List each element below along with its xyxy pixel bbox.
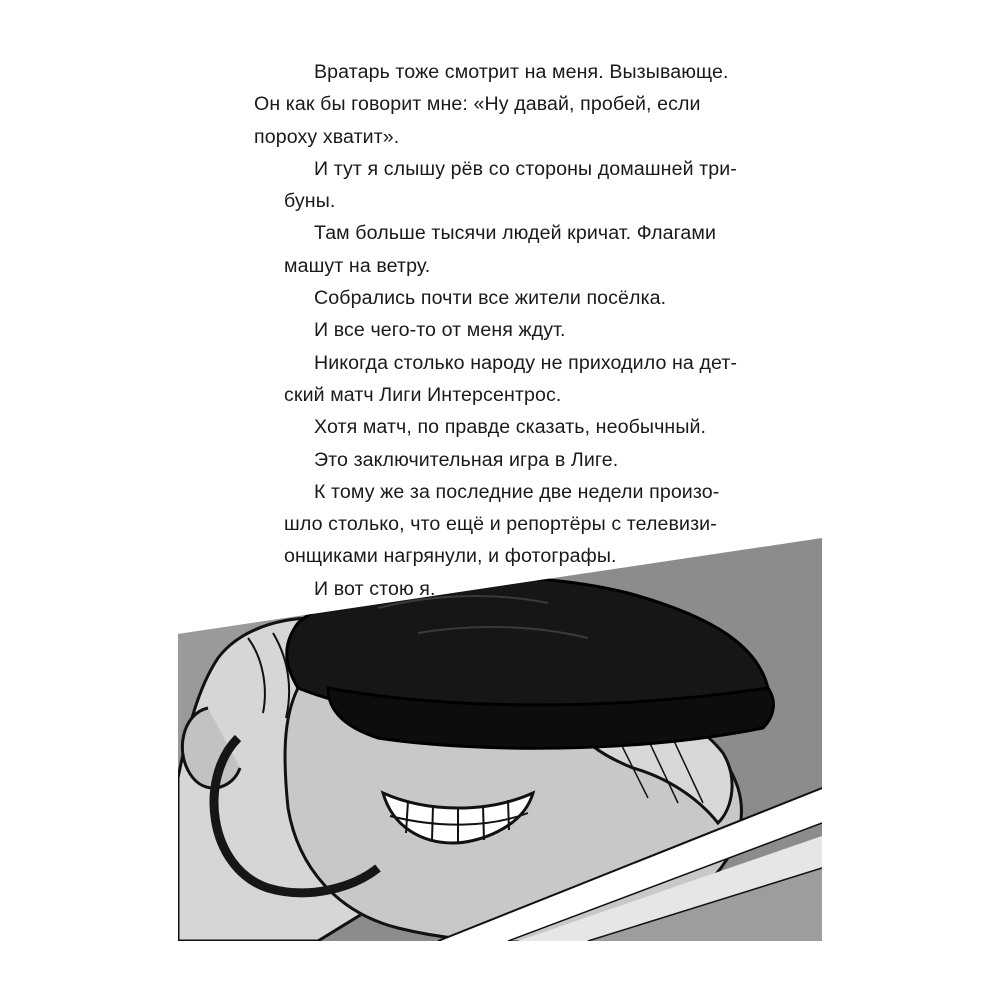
- text-line: Там больше тысячи людей кричат. Флагами: [314, 222, 717, 245]
- paragraph: [284, 347, 804, 412]
- text-line: Вратарь тоже смотрит на меня. Вызывающе.: [314, 61, 729, 83]
- text-line: К тому же за последние две недели произо-: [314, 480, 720, 503]
- paragraph: [284, 282, 804, 314]
- text-line: Он как бы говорит мне: «Ну давай, пробей, если: [254, 93, 701, 116]
- text-line: Никогда столько народу не приходило на дет-: [314, 351, 738, 374]
- text-line: Это заключительная игра в Лиге.: [314, 448, 619, 471]
- paragraph: [284, 444, 804, 476]
- text-line: Собрались почти все жители посёлка.: [314, 287, 667, 310]
- text-line: машут на ветру.: [284, 254, 431, 277]
- text-line: Хотя матч, по правде сказать, необычный.: [314, 416, 707, 439]
- text-line: буны.: [284, 190, 336, 213]
- text-line: онщиками нагрянули, и фотографы.: [284, 545, 617, 568]
- paragraph: [284, 314, 804, 346]
- boy-in-cap-illustration: [178, 538, 822, 941]
- paragraph: [284, 153, 804, 218]
- text-line: ский матч Лиги Интерсентрос.: [284, 383, 562, 406]
- text-line: И тут я слышу рёв со стороны домашней три-: [314, 157, 737, 180]
- text-line: И вот стою я.: [314, 577, 436, 600]
- text-line: И все чего-то от меня ждут.: [314, 319, 566, 342]
- text-line: пороху хватит».: [254, 125, 400, 148]
- paragraph: [284, 217, 804, 282]
- paragraph: [254, 56, 804, 153]
- paragraph: [284, 411, 804, 443]
- tooth-line: [508, 800, 509, 830]
- text-line: шло столько, что ещё и репортёры с телевизи-: [284, 513, 717, 536]
